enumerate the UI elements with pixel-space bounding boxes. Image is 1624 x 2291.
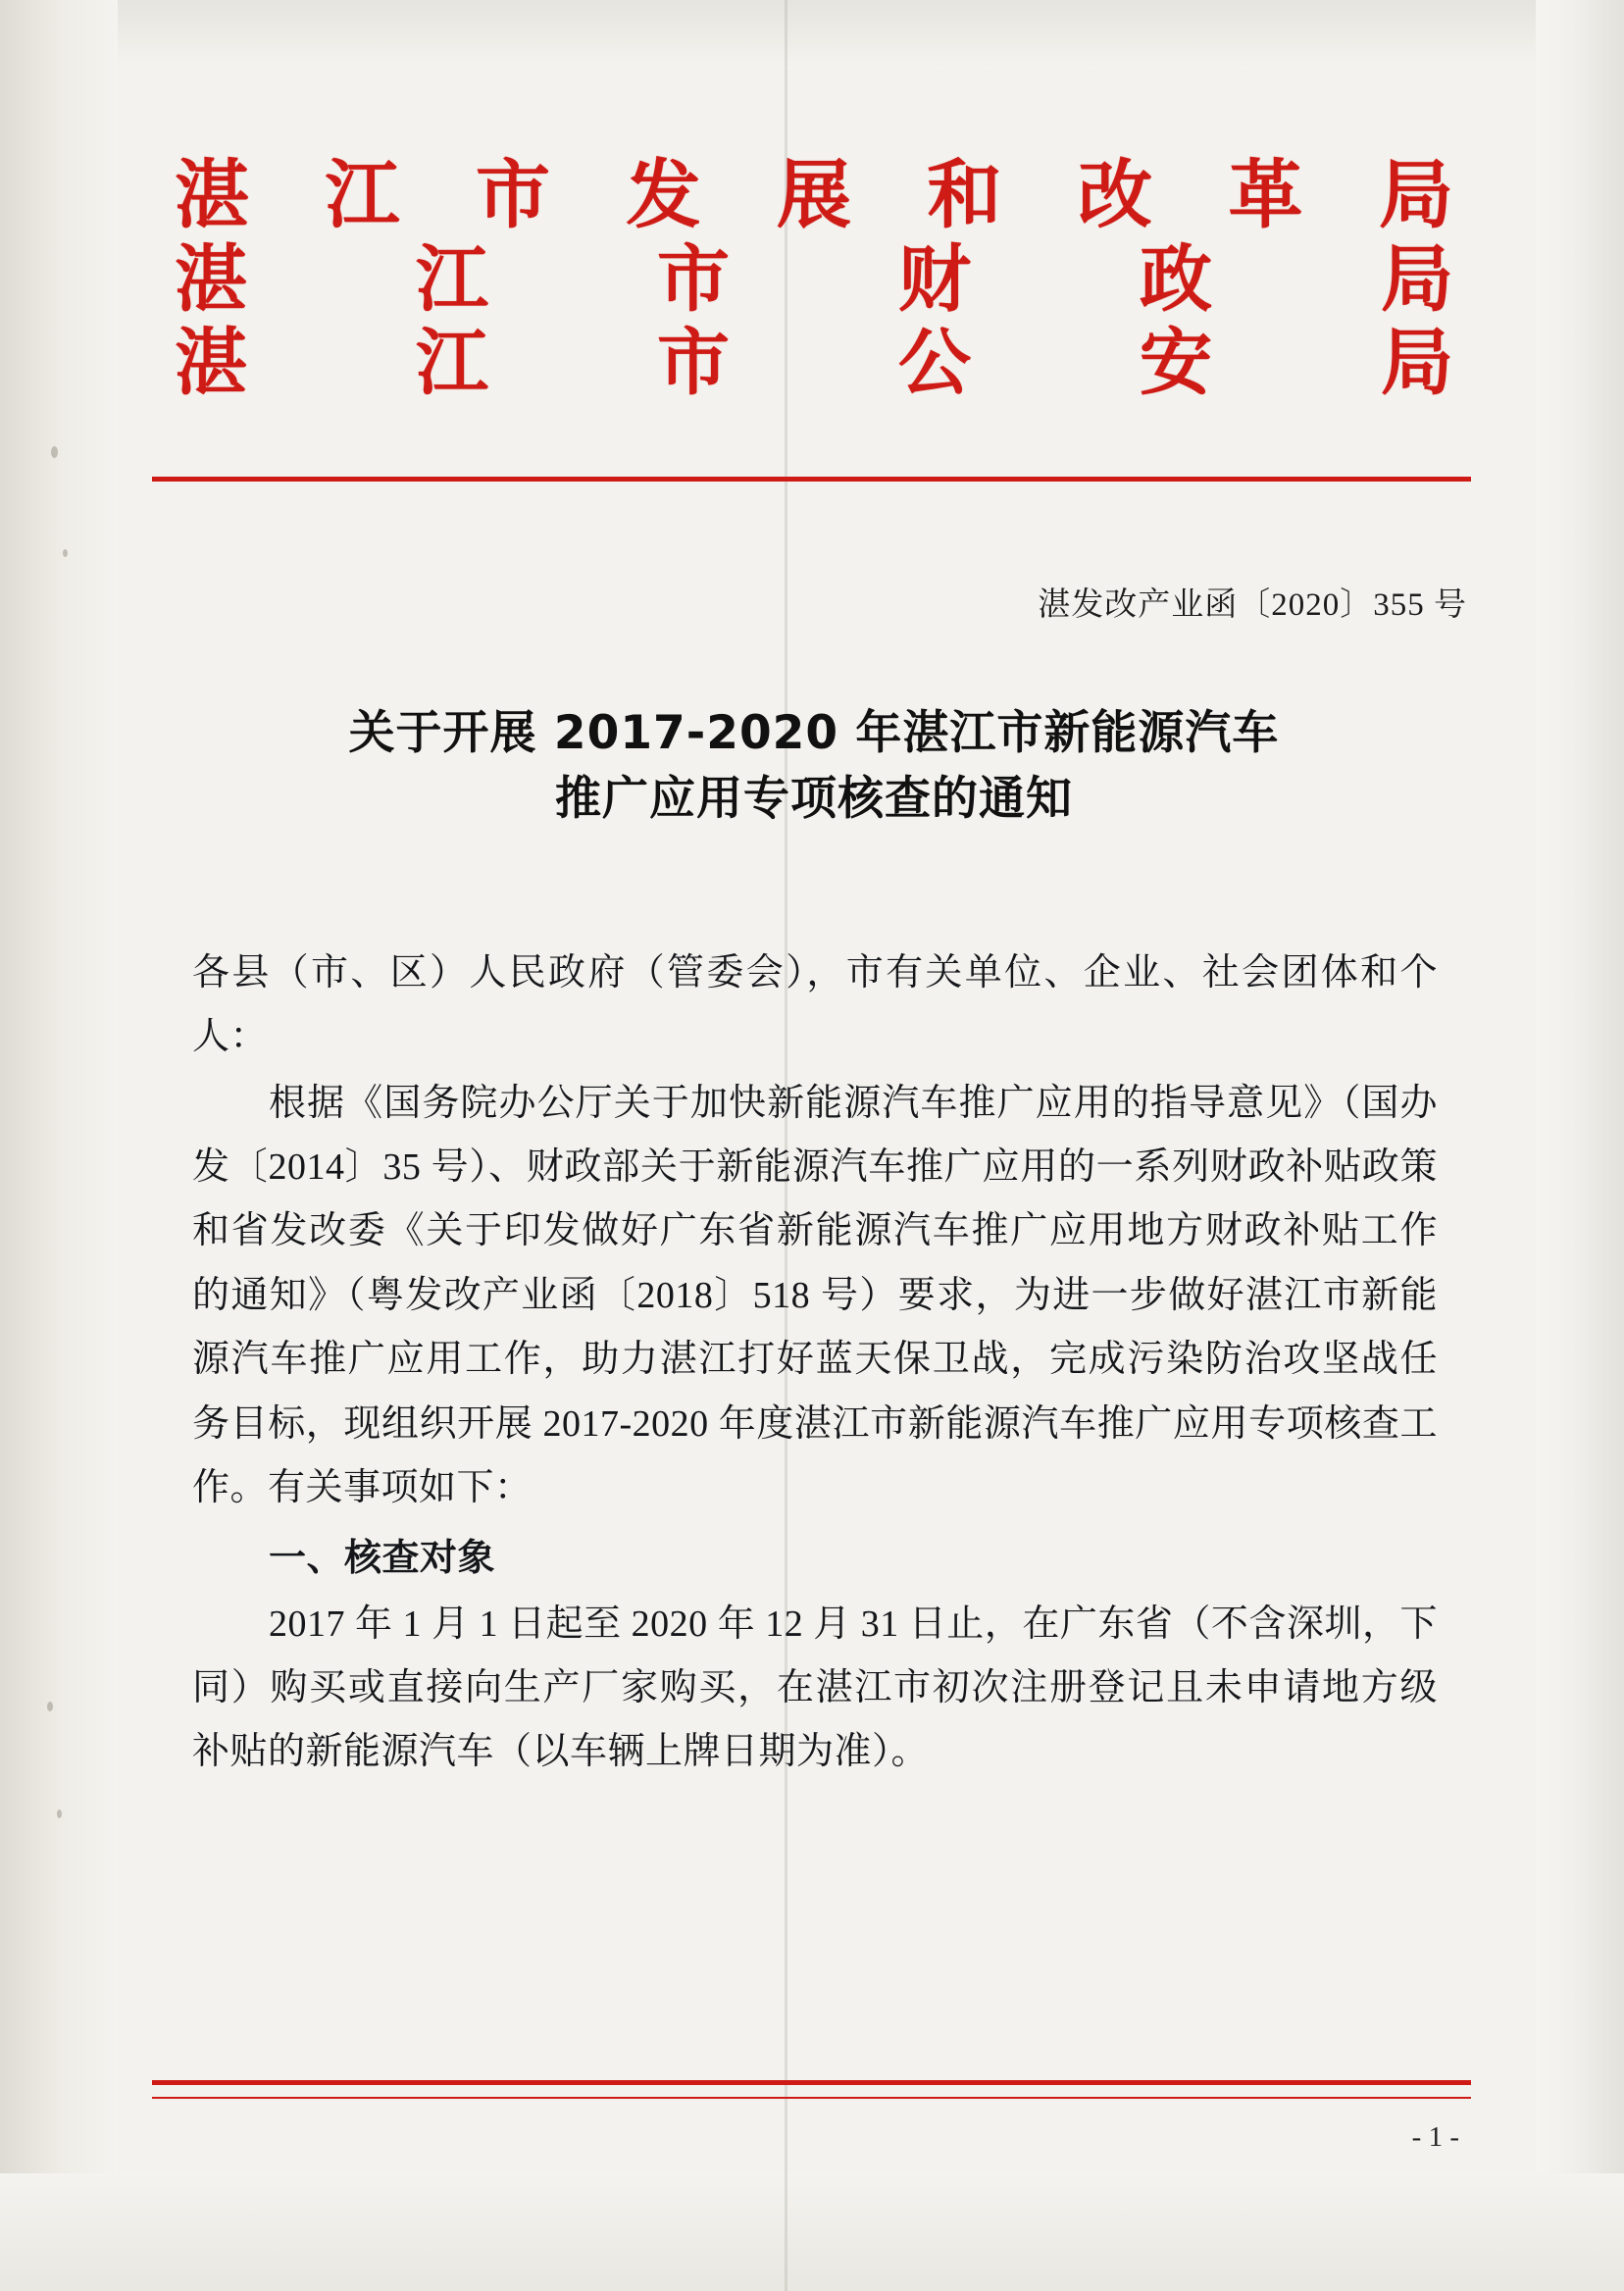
letterhead-char: 湛 — [175, 236, 247, 322]
page-title-line-2: 推广应用专项核查的通知 — [555, 771, 1073, 826]
letterhead-char: 江 — [416, 320, 488, 405]
letterhead-char: 局 — [1379, 151, 1453, 238]
letterhead-char: 和 — [927, 151, 1002, 238]
letterhead — [167, 151, 1461, 405]
letterhead-char: 局 — [1381, 236, 1453, 322]
footer-divider-thin — [152, 2097, 1471, 2099]
letterhead-line-3 — [167, 320, 1461, 405]
letterhead-char: 江 — [416, 236, 488, 322]
letterhead-char: 湛 — [175, 151, 249, 238]
letterhead-line-1 — [167, 151, 1461, 238]
letterhead-char: 财 — [898, 236, 971, 322]
body-section-heading-1: 一、核查对象 — [269, 1536, 496, 1580]
footer-divider-thick — [152, 2080, 1471, 2085]
letterhead-divider-rule — [152, 477, 1471, 482]
page-number: - 1 - — [1411, 2121, 1459, 2153]
letterhead-char: 安 — [1140, 320, 1212, 405]
letterhead-line-2 — [167, 236, 1461, 322]
page-title — [226, 701, 1402, 832]
letterhead-char: 江 — [325, 151, 400, 238]
letterhead-char: 展 — [777, 151, 851, 238]
letterhead-char: 发 — [626, 151, 701, 238]
document-number: 湛发改产业函〔2020〕355 号 — [1038, 587, 1467, 623]
letterhead-char: 局 — [1381, 320, 1453, 405]
letterhead-char: 革 — [1228, 151, 1303, 238]
page-title-line-1: 关于开展 2017-2020 年湛江市新能源汽车 — [348, 706, 1280, 760]
letterhead-char: 公 — [898, 320, 971, 405]
letterhead-char: 市 — [657, 320, 730, 405]
letterhead-char: 市 — [476, 151, 550, 238]
body-paragraph-scope: 2017 年 1 月 1 日起至 2020 年 12 月 31 日止，在广东省（不含深圳，下同）购买或直接向生产厂家购买，在湛江市初次注册登记且未申请地方级补贴的新能源汽车（以车辆上牌日期为准）。 — [192, 1603, 1438, 1773]
letterhead-char: 市 — [657, 236, 730, 322]
document-body — [192, 942, 1438, 1787]
body-paragraph-salutation: 各县（市、区）人民政府（管委会），市有关单位、企业、社会团体和个人： — [192, 952, 1438, 1058]
body-paragraph-basis: 根据《国务院办公厅关于加快新能源汽车推广应用的指导意见》（国办发〔2014〕35 号）、财政部关于新能源汽车推广应用的一系列财政补贴政策和省发改委《关于印发做好广东省新能源汽车推广应用地方财政补贴工作的通知》（粤发改产业函〔2018〕518 号）要求，为进一步做好湛江市新能源汽车推广应用工作，助力湛江打好蓝天保卫战，完成污染防治攻坚战任务目标，现组织开展 2017-2020 年度湛江市新能源汽车推广应用专项核查工作。有关事项如下： — [192, 1082, 1438, 1508]
letterhead-char: 改 — [1078, 151, 1152, 238]
letterhead-char: 湛 — [175, 320, 247, 405]
letterhead-char: 政 — [1140, 236, 1212, 322]
